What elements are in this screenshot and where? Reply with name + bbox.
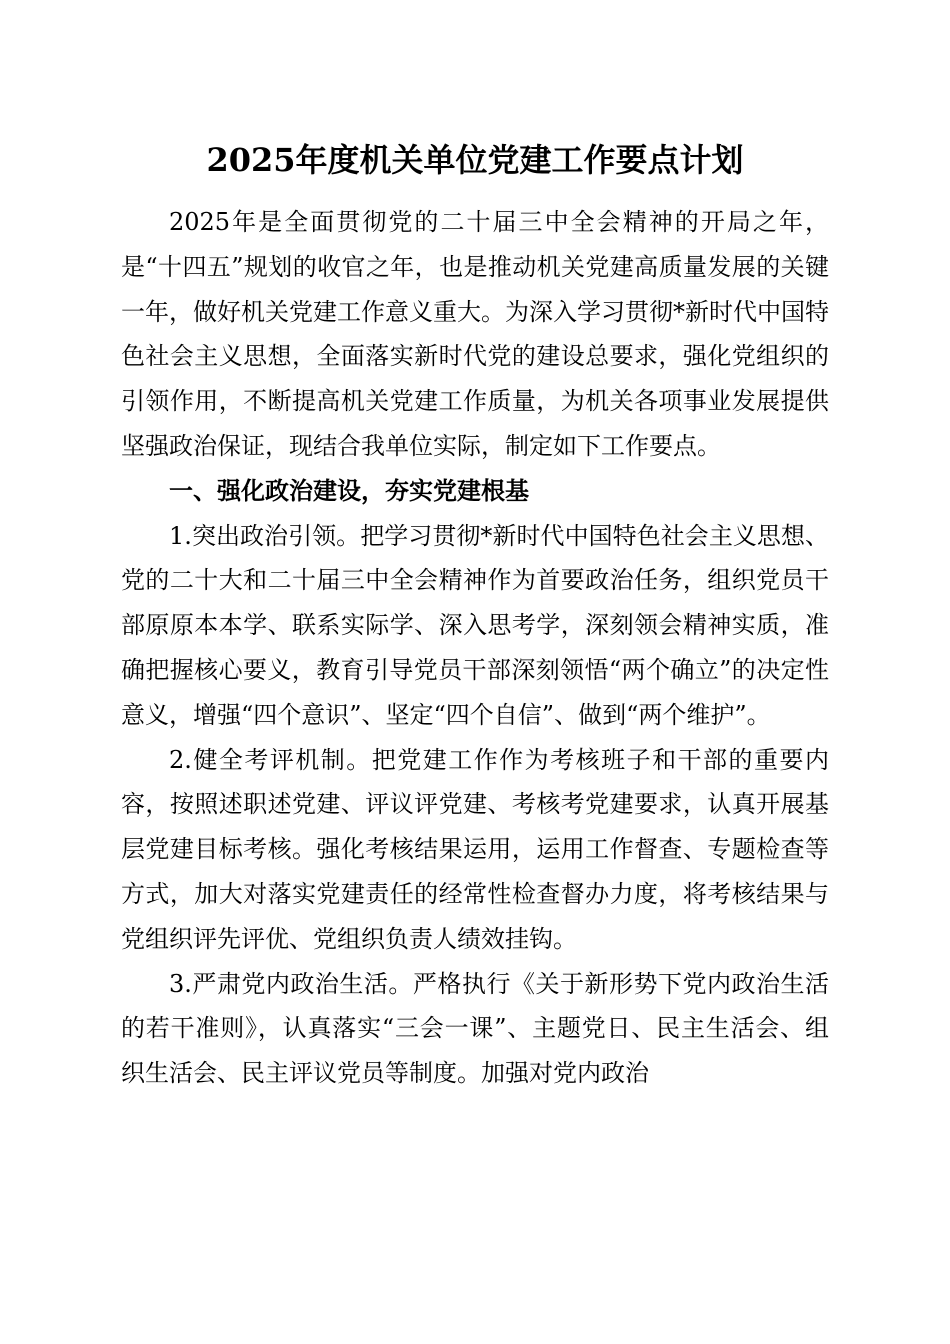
item-paragraph-1: 1.突出政治引领。把学习贯彻*新时代中国特色社会主义思想、党的二十大和二十届三中全会精神作为首要政治任务，组织党员干部原原本本学、联系实际学、深入思考学，深刻领会精神实质，准确把握核心要义，教育引导党员干部深刻领悟“两个确立”的决定性意义，增强“四个意识”、坚定“四个自信”、做到“两个维护”。 [121,521,829,729]
section-heading-1: 一、强化政治建设，夯实党建根基 [169,476,529,505]
item-paragraph-2: 2.健全考评机制。把党建工作作为考核班子和干部的重要内容，按照述职述党建、评议评党建、考核考党建要求，认真开展基层党建目标考核。强化考核结果运用，运用工作督查、专题检查等方式，加大对落实党建责任的经常性检查督办力度，将考核结果与党组织评先评优、党组织负责人绩效挂钩。 [121,745,829,953]
document-title: 2025年度机关单位党建工作要点计划 [206,141,744,179]
document-body [121,200,829,1096]
intro-paragraph: 2025年是全面贯彻党的二十届三中全会精神的开局之年，是“十四五”规划的收官之年，也是推动机关党建高质量发展的关键一年，做好机关党建工作意义重大。为深入学习贯彻*新时代中国特色社会主义思想，全面落实新时代党的建设总要求，强化党组织的引领作用，不断提高机关党建工作质量，为机关各项事业发展提供坚强政治保证，现结合我单位实际，制定如下工作要点。 [121,208,829,460]
item-paragraph-3: 3.严肃党内政治生活。严格执行《关于新形势下党内政治生活的若干准则》，认真落实“三会一课”、主题党日、民主生活会、组织生活会、民主评议党员等制度。加强对党内政治 [121,969,829,1088]
